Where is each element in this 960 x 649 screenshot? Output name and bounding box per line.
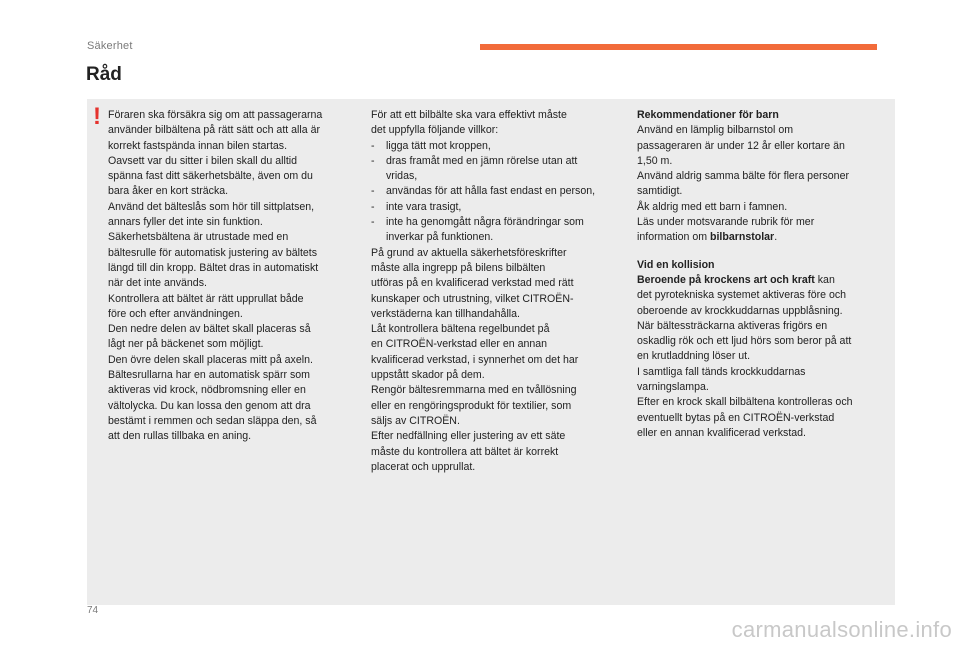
children-heading: Rekommendationer för barn [637,109,779,121]
column-children-collision [637,108,887,441]
text-line: Åk aldrig med ett barn i famnen. [637,200,788,213]
text-line: verkstäderna kan tillhandahålla. [371,307,520,320]
text-line: eller en rengöringsprodukt för textilier, som [371,399,572,412]
text-line: varningslampa. [637,381,709,394]
text-line: Rengör bältesremmarna med en tvållösning [371,384,577,397]
list-item [371,154,611,185]
text-line: en krutladdning löser ut. [637,350,751,363]
text-line: eventuellt bytas på en CITROËN-verkstad [637,411,835,424]
list-item-text: användas för att hålla fast endast en person, [386,185,596,198]
list-dash: - [371,185,375,198]
watermark: carmanualsonline.info [731,617,952,642]
text-line: Använd aldrig samma bälte för flera personer [637,170,849,183]
text-line: aktiveras vid krock, nödbromsning eller en [108,384,306,397]
text-line: det pyrotekniska systemet aktiveras före och [637,289,847,302]
text-line: eller en annan kvalificerad verkstad. [637,426,807,439]
page-number: 74 [87,605,99,616]
text-line: måste du kontrollera att bältet är korrekt [371,445,559,458]
text-line: vältolycka. Du kan lossa den genom att dra [108,399,311,412]
text-line: bara åker en kort sträcka. [108,185,229,198]
column-belt-conditions [371,108,611,475]
list-dash: - [371,216,375,229]
text-line: använder bilbältena på rätt sätt och att alla är [108,124,321,137]
text-line: lågt ner på bäckenet som möjligt. [108,338,264,351]
text-line: passageraren är under 12 år eller kortare än [637,139,845,152]
text-line: På grund av aktuella säkerhetsföreskrifter [371,246,567,259]
text-line: längd till din kropp. Bältet dras in automatiskt [108,261,319,274]
text-line: en CITROËN-verkstad eller en annan [371,338,548,351]
list-dash: - [371,200,375,213]
children-last-line: information om bilbarnstolar. [637,231,778,244]
text-line: att den rullas tillbaka en aning. [108,430,252,443]
text-line: oberoende av krockkuddarnas uppblåsning. [637,304,843,317]
text-line: placerat och upprullat. [371,460,476,473]
text-line: det uppfylla följande villkor: [371,124,499,137]
text-line: före och efter användningen. [108,307,243,320]
children-text [637,123,887,230]
collision-heading: Vid en kollision [637,258,715,271]
text-line: bältesrulle för automatisk justering av bältets [108,246,318,259]
text-line: Oavsett var du sitter i bilen skall du alltid [108,154,298,167]
text-line: I samtliga fall tänds krockkuddarnas [637,365,806,378]
text-line: Efter en krock skall bilbältena kontrolleras och [637,396,853,409]
text-line: oskadlig rök och ett ljud hörs som beror på att [637,335,852,348]
text-line: annars fyller det inte sin funktion. [108,216,263,229]
list-item-text: dras framåt med en jämn rörelse utan att vridas, [386,154,578,183]
text-line: Låt kontrollera bältena regelbundet på [371,323,550,336]
text-line: utföras på en kvalificerad verkstad med rätt [371,277,574,290]
text-line: Bältesrullarna har en automatisk spärr som [108,369,310,382]
column-safety-general [108,108,356,445]
list-dash: - [371,154,375,167]
text-line: Den nedre delen av bältet skall placeras så [108,323,311,336]
text-line: kunskaper och utrustning, vilket CITROËN- [371,292,574,305]
text-line: Säkerhetsbältena är utrustade med en [108,231,289,244]
text-line: kvalificerad verkstad, i synnerhet om det har [371,353,579,366]
text-line: bestämt i remmen och sedan släppa den, så [108,414,317,427]
collision-text [637,288,887,441]
text-line: samtidigt. [637,185,683,198]
text-line: spänna fast ditt säkerhetsbälte, även om du [108,170,313,183]
belt-conditions-list [371,139,611,246]
text-line: korrekt fastspända innan bilen startas. [108,139,288,152]
text-line: Efter nedfällning eller justering av ett säte [371,430,566,443]
text-line: Den övre delen skall placeras mitt på axeln. [108,353,313,366]
list-item-text: ligga tätt mot kroppen, [386,139,491,152]
section-accent-bar [480,44,877,50]
text-line: Kontrollera att bältet är rätt upprullat både [108,292,304,305]
text-line: Föraren ska försäkra sig om att passagerarna [108,109,323,121]
page-title: Råd [86,64,122,85]
section-label: Säkerhet [87,40,133,52]
text-line: säljs av CITROËN. [371,414,460,427]
text-line: Läs under motsvarande rubrik för mer [637,216,815,229]
list-item-text: inte vara trasigt, [386,200,462,213]
text-line: Använd en lämplig bilbarnstol om [637,124,794,137]
text-line: När bältessträckarna aktiveras frigörs en [637,319,828,332]
text-line: uppstått skador på dem. [371,369,485,382]
list-item [371,215,611,246]
list-item [371,184,611,199]
warning-exclamation-icon: ! [93,103,101,130]
text-line: Använd det bälteslås som hör till sittplatsen, [108,200,315,213]
child-seats-reference: bilbarnstolar [710,231,775,244]
collision-lead-line: Beroende på krockens art och kraft kan [637,273,835,286]
text-line: när det inte används. [108,277,207,290]
text-line: För att ett bilbälte ska vara effektivt måste [371,109,567,121]
belt-conditions-intro [371,108,611,139]
list-item-text: inte ha genomgått några förändringar som inverkar på funktionen. [386,216,584,244]
list-item [371,139,611,154]
text-line: 1,50 m. [637,154,673,167]
list-dash: - [371,139,375,152]
belt-maintenance-text [371,246,611,475]
list-item [371,200,611,215]
text-line: måste alla ingrepp på bilens bilbälten [371,261,546,274]
